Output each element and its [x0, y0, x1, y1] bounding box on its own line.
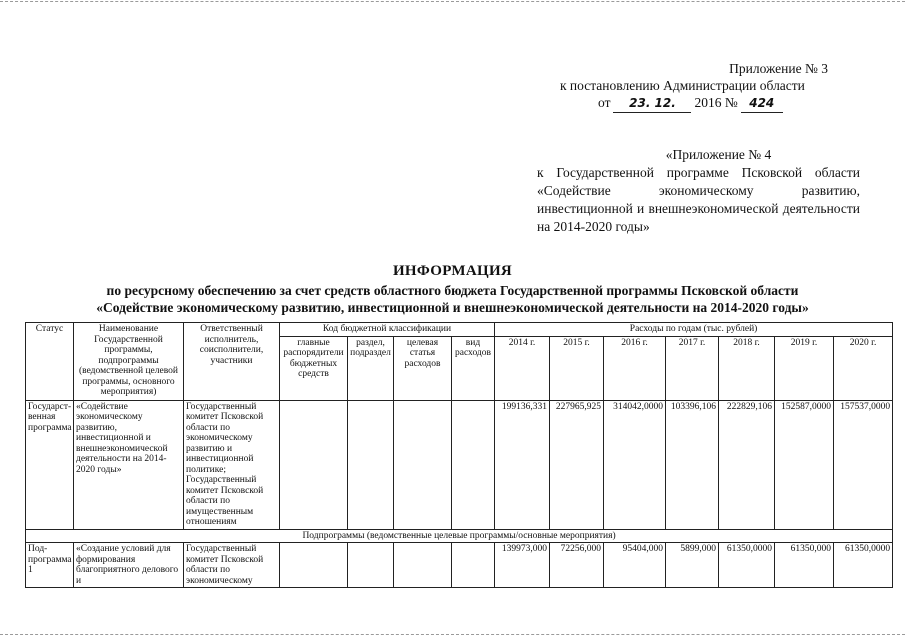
- row-value-2015: 72256,000: [550, 543, 604, 588]
- appendix-3-date-line: [560, 94, 850, 113]
- row-value-2018: 61350,0000: [719, 543, 775, 588]
- row-value-2020: 157537,0000: [834, 400, 893, 529]
- row-value-2019: 152587,0000: [775, 400, 834, 529]
- date-prefix: от: [598, 95, 611, 110]
- year-and-number-label: 2016 №: [694, 95, 738, 110]
- row-value-2015: 227965,925: [550, 400, 604, 529]
- appendix-3-title: Приложение № 3: [729, 61, 828, 76]
- resource-table: [25, 322, 893, 588]
- header-year-2014: 2014 г.: [495, 336, 550, 400]
- header-year-2020: 2020 г.: [834, 336, 893, 400]
- scan-edge-bottom: [0, 634, 905, 635]
- row-code-target: [394, 400, 452, 529]
- row-value-2017: 103396,106: [666, 400, 719, 529]
- row-code-type: [452, 543, 495, 588]
- row-value-2017: 5899,000: [666, 543, 719, 588]
- appendix-3-header: [560, 60, 850, 113]
- appendix-3-resolution: к постановлению Администрации области: [560, 78, 805, 93]
- row-code-target: [394, 543, 452, 588]
- table-row: [26, 400, 893, 529]
- handwritten-number: 424: [741, 95, 783, 113]
- row-code-grbs: [280, 400, 348, 529]
- header-code-grbs: главные распорядители бюджетных средств: [280, 336, 348, 400]
- document-title: ИНФОРМАЦИЯ: [392, 263, 513, 279]
- header-executor: Ответственный исполнитель, соисполнители, участники: [184, 323, 280, 401]
- header-name: Наименование Государственной программы, подпрограммы (ведомственной целевой программы, основного мероприятия): [74, 323, 184, 401]
- subprograms-divider: Подпрограммы (ведомственные целевые программы/основные мероприятия): [26, 529, 893, 543]
- header-code-type: вид расходов: [452, 336, 495, 400]
- row-code-section: [348, 400, 394, 529]
- header-budget-code: Код бюджетной классификации: [280, 323, 495, 337]
- row-value-2014: 199136,331: [495, 400, 550, 529]
- row-status: Под-программа 1: [26, 543, 74, 588]
- row-value-2014: 139973,000: [495, 543, 550, 588]
- header-year-2016: 2016 г.: [604, 336, 666, 400]
- document-subtitle-line-2: «Содействие экономическому развитию, инвестиционной и внешнеэкономической деятельности на 2014-2020 годы»: [96, 300, 809, 315]
- row-executor: Государственный комитет Псковской области по экономическому: [184, 543, 280, 588]
- row-code-grbs: [280, 543, 348, 588]
- row-value-2016: 95404,000: [604, 543, 666, 588]
- appendix-4-title: «Приложение № 4: [665, 147, 772, 162]
- row-code-section: [348, 543, 394, 588]
- header-year-2018: 2018 г.: [719, 336, 775, 400]
- handwritten-date: 23. 12.: [613, 95, 691, 113]
- row-value-2019: 61350,000: [775, 543, 834, 588]
- row-name: «Содействие экономическому развитию, инвестиционной и внешнеэкономической деятельности на 2014-2020 годы»: [74, 400, 184, 529]
- header-expenses: Расходы по годам (тыс. рублей): [495, 323, 893, 337]
- appendix-4-text: к Государственной программе Псковской области «Содействие экономическому развитию, инвестиционной и внешнеэкономической деятельности на 2014-2020 годы»: [537, 165, 860, 234]
- header-code-target: целевая статья расходов: [394, 336, 452, 400]
- table-row: [26, 543, 893, 588]
- row-name: «Создание условий для формирования благоприятного делового и: [74, 543, 184, 588]
- header-status: Статус: [26, 323, 74, 401]
- row-code-type: [452, 400, 495, 529]
- row-status: Государст-венная программа: [26, 400, 74, 529]
- header-year-2019: 2019 г.: [775, 336, 834, 400]
- scan-edge-top: [0, 1, 905, 2]
- header-code-section: раздел, подраздел: [348, 336, 394, 400]
- row-value-2018: 222829,106: [719, 400, 775, 529]
- appendix-4-header: [537, 146, 860, 236]
- row-executor: Государственный комитет Псковской области по экономическому развитию и инвестиционной политике; Государственный комитет Псковской области по имущественным отношениям: [184, 400, 280, 529]
- row-value-2020: 61350,0000: [834, 543, 893, 588]
- header-year-2017: 2017 г.: [666, 336, 719, 400]
- document-subtitle-line-1: по ресурсному обеспечению за счет средств областного бюджета Государственной программы Псковской области: [106, 283, 799, 298]
- row-value-2016: 314042,0000: [604, 400, 666, 529]
- header-year-2015: 2015 г.: [550, 336, 604, 400]
